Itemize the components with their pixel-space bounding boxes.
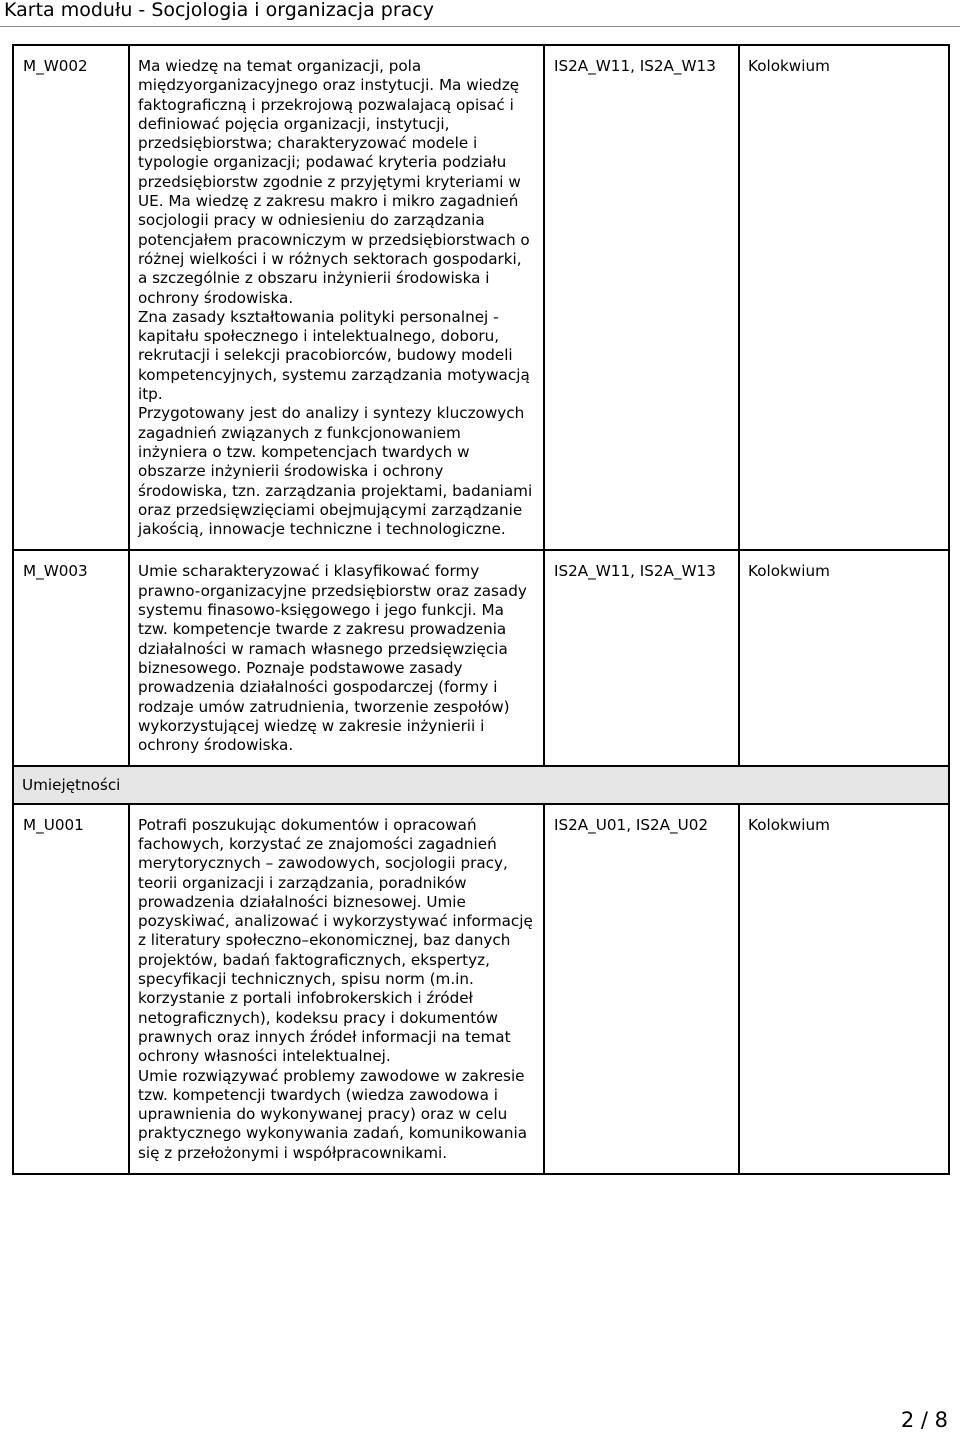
outcome-description	[138, 562, 535, 755]
table-row	[13, 45, 949, 550]
outcome-description	[138, 57, 535, 539]
outcome-description-cell	[129, 550, 544, 766]
outcome-method: Kolokwium	[739, 804, 949, 1174]
learning-outcomes-table	[12, 44, 950, 1175]
table-row	[13, 804, 949, 1174]
outcome-description	[138, 816, 535, 1163]
outcome-method: Kolokwium	[739, 45, 949, 550]
outcome-refs: IS2A_W11, IS2A_W13	[544, 45, 739, 550]
paragraph: Potrafi poszukując dokumentów i opracowań fachowych, korzystać ze znajomości zagadnień merytorycznych – zawodowych, socjologii pracy, teorii organizacji i zarządzania, poradników prowadzenia działalności biznesowej. Umie pozyskiwać, analizować i wykorzystywać informację z literatury społeczno–ekonomicznej, baz danych projektów, badań faktograficznych, ekspertyz, specyfikacji technicznych, spisu norm (m.in. korzystanie z portali infobrokerskich i źródeł netograficznych), kodeksu pracy i dokumentów prawnych oraz innych źródeł informacji na temat ochrony własności intelektualnej.	[138, 815, 533, 1066]
outcome-code: M_W002	[13, 45, 129, 550]
outcome-code: M_W003	[13, 550, 129, 766]
outcome-code: M_U001	[13, 804, 129, 1174]
outcome-description-cell	[129, 804, 544, 1174]
page-number: 2 / 8	[900, 1408, 948, 1432]
section-row	[13, 766, 949, 803]
paragraph: Umie scharakteryzować i klasyfikować formy prawno-organizacyjne przedsiębiorstw oraz zasady systemu finasowo-księgowego i jego funkcji. Ma tzw. kompetencje twarde z zakresu prowadzenia działalności w ramach własnego przedsięwzięcia biznesowego. Poznaje podstawowe zasady prowadzenia działalności gospodarczej (formy i rodzaje umów zatrudnienia, tworzenie zespołów) wykorzystującej wiedzę w zakresie inżynierii i ochrony środowiska.	[138, 562, 527, 755]
outcome-refs: IS2A_W11, IS2A_W13	[544, 550, 739, 766]
paragraph: Zna zasady kształtowania polityki personalnej - kapitału społecznego i intelektualnego, doboru, rekrutacji i selekcji pracobiorców, budowy modeli kompetencyjnych, systemu zarządzania motywacją itp.	[138, 307, 530, 404]
paragraph: Ma wiedzę na temat organizacji, pola międzyorganizacyjnego oraz instytucji. Ma wiedzę faktograficzną i przekrojową pozwalajacą opisać i definiować pojęcia organizacji, instytucji, przedsiębiorstwa; charakteryzować modele i typologie organizacji; podawać kryteria podziału przedsiębiorstw zgodnie z przyjętymi kryteriami w UE. Ma wiedzę z zakresu makro i mikro zagadnień socjologii pracy w odniesieniu do zarządzania potencjałem pracowniczym w przedsiębiorstwach o różnej wielkości i w różnych sektorach gospodarki, a szczególnie z obszaru inżynierii środowiska i ochrony środowiska.	[138, 57, 530, 307]
outcome-description-cell	[129, 45, 544, 550]
paragraph: Umie rozwiązywać problemy zawodowe w zakresie tzw. kompetencji twardych (wiedza zawodowa i uprawnienia do wykonywanej pracy) oraz w celu praktycznego wykonywania zadań, komunikowania się z przełożonymi i współpracownikami.	[138, 1066, 528, 1162]
paragraph: Przygotowany jest do analizy i syntezy kluczowych zagadnień związanych z funkcjonowaniem inżyniera o tzw. kompetencjach twardych w obszarze inżynierii środowiska i ochrony środowiska, tzn. zarządzania projektami, badaniami oraz przedsięwzięciami obejmującymi zarządzanie jakością, innowacje techniczne i technologiczne.	[138, 404, 533, 539]
outcome-method: Kolokwium	[739, 550, 949, 766]
page-title: Karta modułu - Socjologia i organizacja pracy	[4, 0, 434, 21]
page-header	[0, 0, 960, 27]
section-heading-skills: Umiejętności	[13, 766, 949, 803]
table-row	[13, 550, 949, 766]
outcome-refs: IS2A_U01, IS2A_U02	[544, 804, 739, 1174]
